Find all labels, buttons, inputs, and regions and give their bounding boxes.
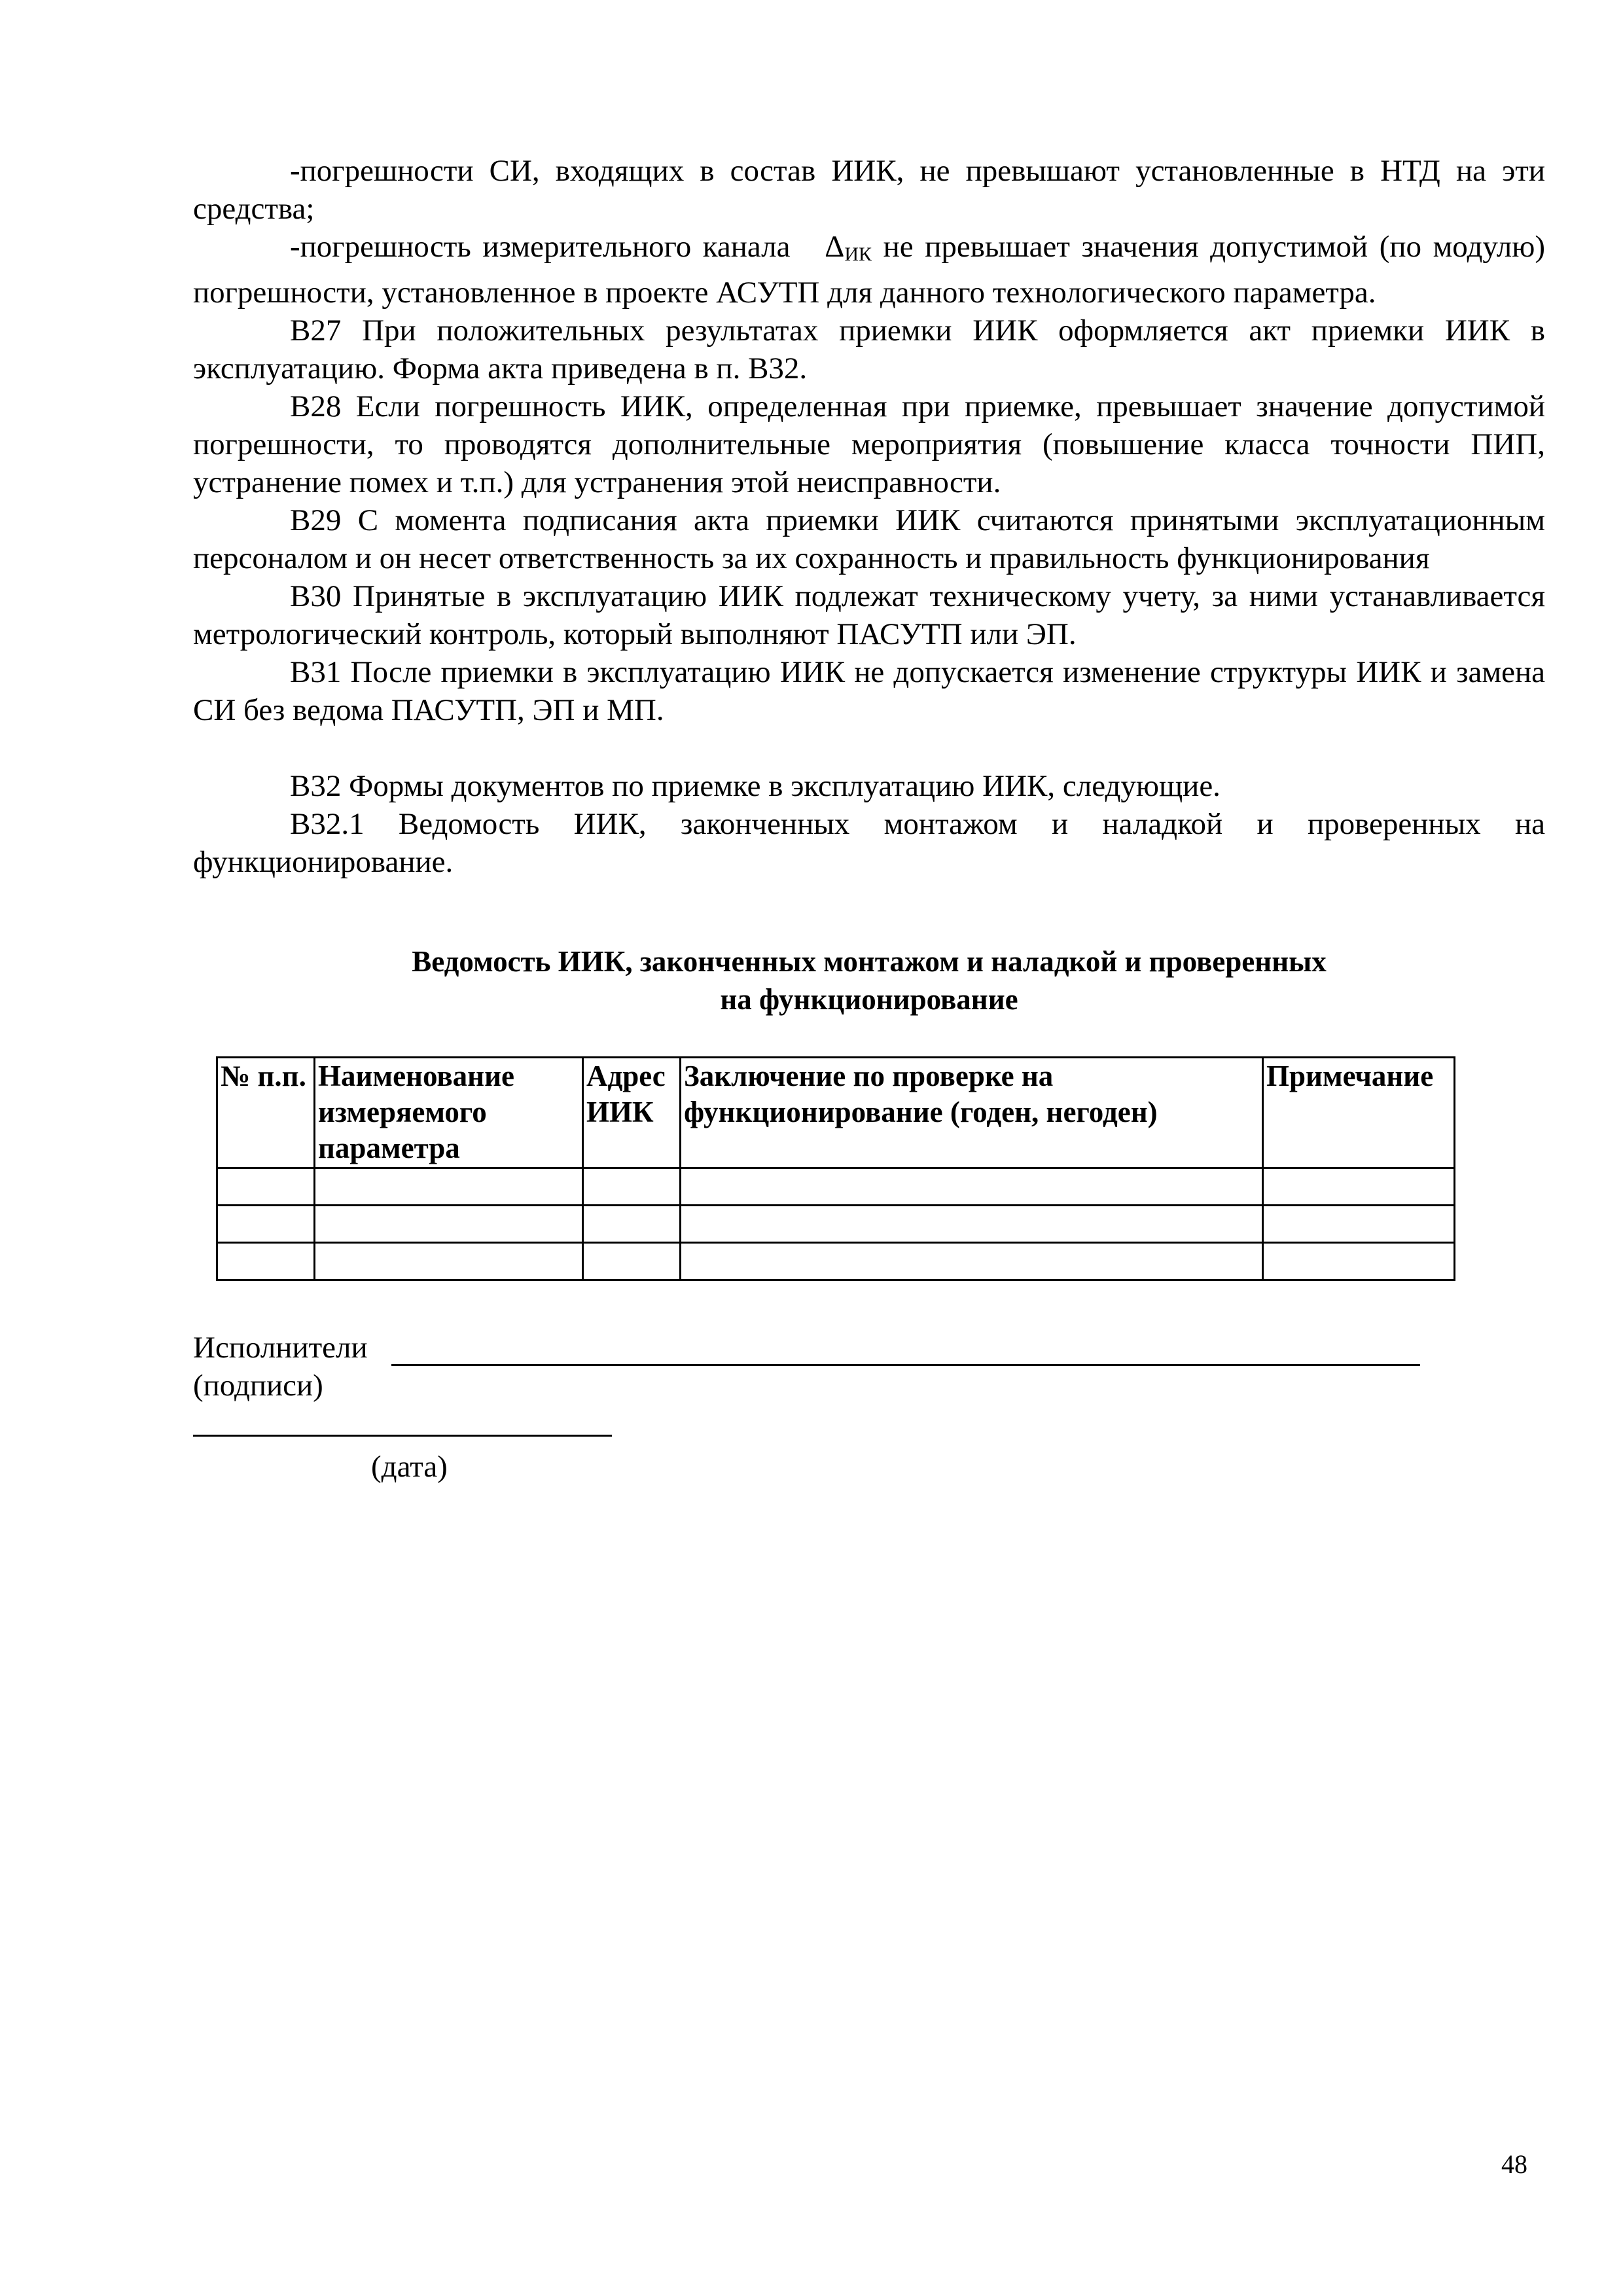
table-cell — [217, 1243, 315, 1280]
header-address: Адрес ИИК — [583, 1058, 681, 1168]
page-number: 48 — [1501, 2149, 1527, 2179]
table-cell — [681, 1168, 1263, 1206]
signature-block — [193, 1329, 1502, 1405]
table-cell — [1263, 1168, 1455, 1206]
table-cell — [681, 1243, 1263, 1280]
signature-hint: (подписи) — [193, 1369, 323, 1403]
paragraph-b27: В27 При положительных результатах приемки ИИК оформляется акт приемки ИИК в эксплуатацию. Форма акта приведена в п. В32. — [193, 314, 1545, 386]
table-cell — [681, 1206, 1263, 1243]
table-header-row — [217, 1058, 1455, 1168]
table-title-line-1: Ведомость ИИК, законченных монтажом и наладкой и проверенных — [412, 945, 1327, 978]
paragraph-b32: В32 Формы документов по приемке в эксплуатацию ИИК, следующие. — [290, 769, 1221, 803]
table-cell — [217, 1168, 315, 1206]
table-cell — [315, 1206, 583, 1243]
signature-label: Исполнители — [193, 1331, 368, 1365]
table-cell — [1263, 1243, 1455, 1280]
paragraph-2 — [193, 228, 1545, 312]
table-cell — [583, 1206, 681, 1243]
table-row — [217, 1168, 1455, 1206]
delta-subscript: ИК — [844, 243, 872, 265]
table-cell — [315, 1168, 583, 1206]
delta-symbol: Δ — [825, 230, 845, 264]
table-cell — [315, 1243, 583, 1280]
paragraph-b28: В28 Если погрешность ИИК, определенная при приемке, превышает значение допустимой погрешности, то проводятся дополнительные мероприятия (повышение класса точности ПИП, устранение помех и т.п.) для устранения этой неисправности. — [193, 389, 1545, 499]
table-title-line-2: на функционирование — [720, 983, 1018, 1016]
paragraph-2-head: -погрешность измерительного канала — [290, 230, 791, 264]
table-cell — [1263, 1206, 1455, 1243]
table-cell — [583, 1243, 681, 1280]
header-conclusion: Заключение по проверке на функционирование (годен, негоден) — [681, 1058, 1263, 1168]
header-parameter-name: Наименование измеряемого параметра — [315, 1058, 583, 1168]
header-number: № п.п. — [217, 1058, 315, 1168]
header-note: Примечание — [1263, 1058, 1455, 1168]
paragraph-b32-1: В32.1 Ведомость ИИК, законченных монтажом и наладкой и проверенных на функционирование. — [193, 807, 1545, 879]
date-label: (дата) — [371, 1450, 448, 1484]
table-row — [217, 1243, 1455, 1280]
table-title — [193, 942, 1545, 1018]
paragraph-b29: В29 С момента подписания акта приемки ИИК считаются принятыми эксплуатационным персоналом и он несет ответственность за их сохранность и правильность функционирования — [193, 503, 1545, 575]
date-line — [193, 1435, 612, 1437]
body-text — [193, 152, 1545, 881]
table-row — [217, 1206, 1455, 1243]
table-cell — [583, 1168, 681, 1206]
paragraph-b31: В31 После приемки в эксплуатацию ИИК не допускается изменение структуры ИИК и замена СИ без ведома ПАСУТП, ЭП и МП. — [193, 655, 1545, 727]
signature-line — [391, 1364, 1420, 1366]
inventory-table — [216, 1056, 1455, 1281]
table-cell — [217, 1206, 315, 1243]
paragraph-1: -погрешности СИ, входящих в состав ИИК, не превышают установленные в НТД на эти средства; — [193, 154, 1545, 226]
paragraph-b30: В30 Принятые в эксплуатацию ИИК подлежат техническому учету, за ними устанавливается метрологический контроль, который выполняют ПАСУТП или ЭП. — [193, 579, 1545, 651]
paragraph-2-tail: не превышает значения допустимой (по модулю) погрешности, установленное в проекте АСУТП для данного технологического параметра. — [193, 230, 1546, 310]
